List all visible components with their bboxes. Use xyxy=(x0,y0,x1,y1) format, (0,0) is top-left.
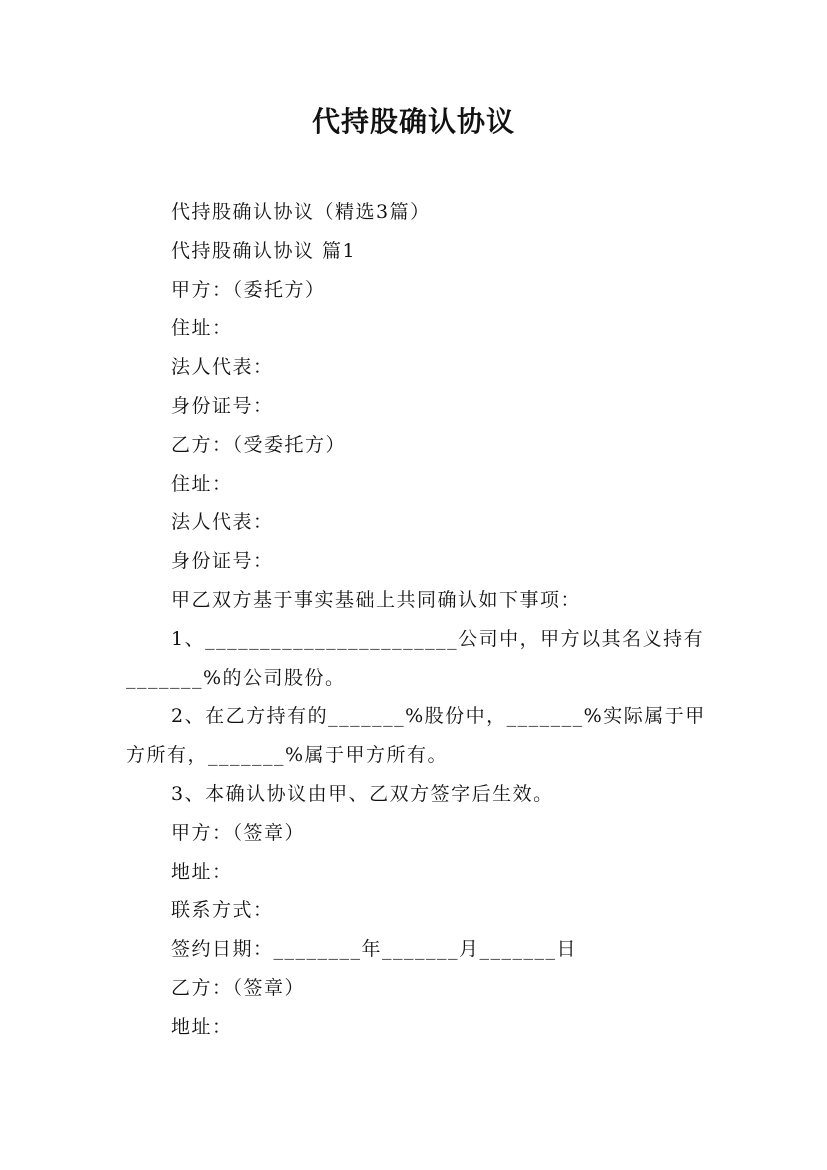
paragraph-sign-contact: 联系方式： xyxy=(171,899,274,922)
paragraph-sign-date: 签约日期：________年_______月_______日 xyxy=(171,938,578,961)
paragraph-party-a: 甲方：（委托方） xyxy=(171,278,326,301)
paragraph-party-b-legal-rep: 法人代表： xyxy=(171,511,274,534)
paragraph-party-a-address: 住址： xyxy=(171,317,233,340)
paragraph-confirm-intro: 甲乙双方基于事实基础上共同确认如下事项： xyxy=(171,588,582,611)
paragraph-party-a-legal-rep: 法人代表： xyxy=(171,356,274,379)
document-body xyxy=(126,193,706,1047)
paragraph-clause-3: 3、本确认协议由甲、乙双方签字后生效。 xyxy=(171,782,554,805)
paragraph-section-heading: 代持股确认协议 篇1 xyxy=(171,239,357,262)
paragraph-party-b-id: 身份证号： xyxy=(171,550,274,573)
paragraph-party-b-address: 住址： xyxy=(171,472,233,495)
paragraph-sign-party-a: 甲方：（签章） xyxy=(171,821,306,844)
paragraph-sign-address-b: 地址： xyxy=(171,1015,233,1038)
paragraph-clause-2: 2、在乙方持有的_______%股份中，_______%实际属于甲方所有，_______%属于甲方所有。 xyxy=(126,705,706,767)
paragraph-party-b: 乙方：（受委托方） xyxy=(171,433,347,456)
paragraph-party-a-id: 身份证号： xyxy=(171,394,274,417)
paragraph-sign-party-b: 乙方：（签章） xyxy=(171,976,306,999)
paragraph-subtitle: 代持股确认协议（精选3篇） xyxy=(171,201,431,223)
paragraph-clause-1: 1、_______________________公司中，甲方以其名义持有_______%的公司股份。 xyxy=(126,627,705,689)
paragraph-sign-address: 地址： xyxy=(171,860,233,883)
document-title: 代持股确认协议 xyxy=(311,105,515,138)
